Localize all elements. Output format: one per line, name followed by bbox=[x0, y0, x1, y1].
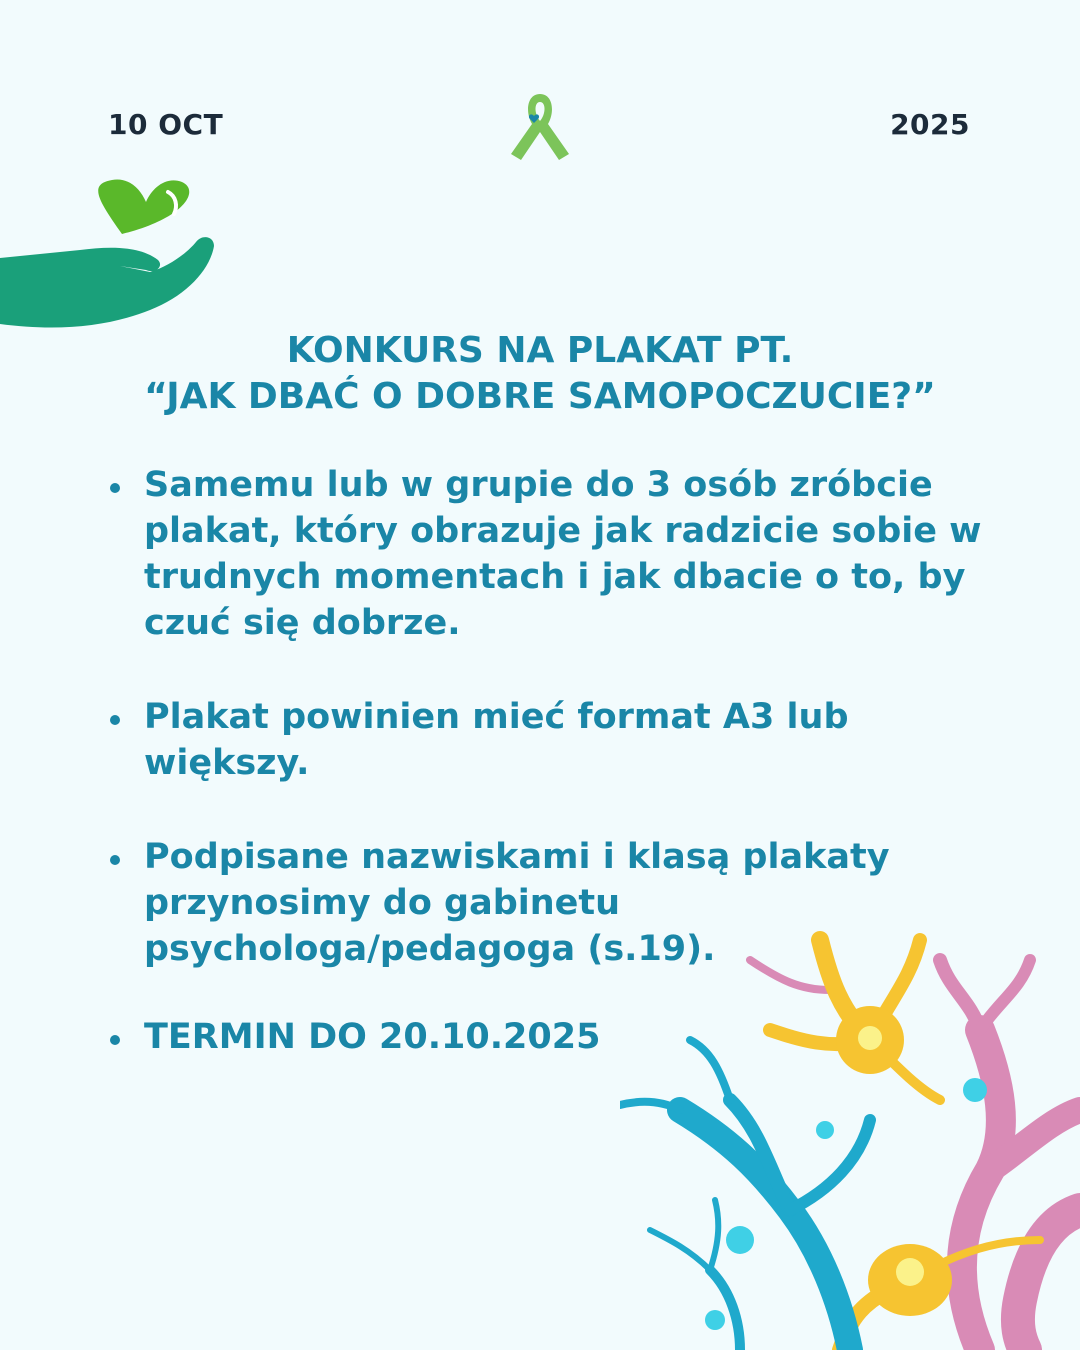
neurons-illustration bbox=[620, 920, 1080, 1350]
rule-item: Plakat powinien mieć format A3 lub większy. bbox=[108, 694, 1008, 786]
date-left: 10 OCT bbox=[108, 108, 224, 141]
page-title bbox=[0, 328, 1080, 420]
rule-item-deadline: TERMIN DO 20.10.2025 bbox=[108, 1014, 1008, 1060]
title-line-1: KONKURS NA PLAKAT PT. bbox=[286, 330, 794, 371]
rule-item: Podpisane nazwiskami i klasą plakaty przynosimy do gabinetu psychologa/pedagoga (s.19). bbox=[108, 834, 1008, 972]
date-right: 2025 bbox=[890, 108, 970, 141]
rule-item: Samemu lub w grupie do 3 osób zróbcie plakat, który obrazuje jak radzicie sobie w trudnych momentach i jak dbacie o to, by czuć się dobrze. bbox=[108, 462, 1008, 646]
green-awareness-ribbon-icon bbox=[505, 90, 575, 165]
hand-holding-heart-icon bbox=[0, 170, 225, 335]
title-line-2: “JAK DBAĆ O DOBRE SAMOPOCZUCIE?” bbox=[144, 376, 936, 417]
